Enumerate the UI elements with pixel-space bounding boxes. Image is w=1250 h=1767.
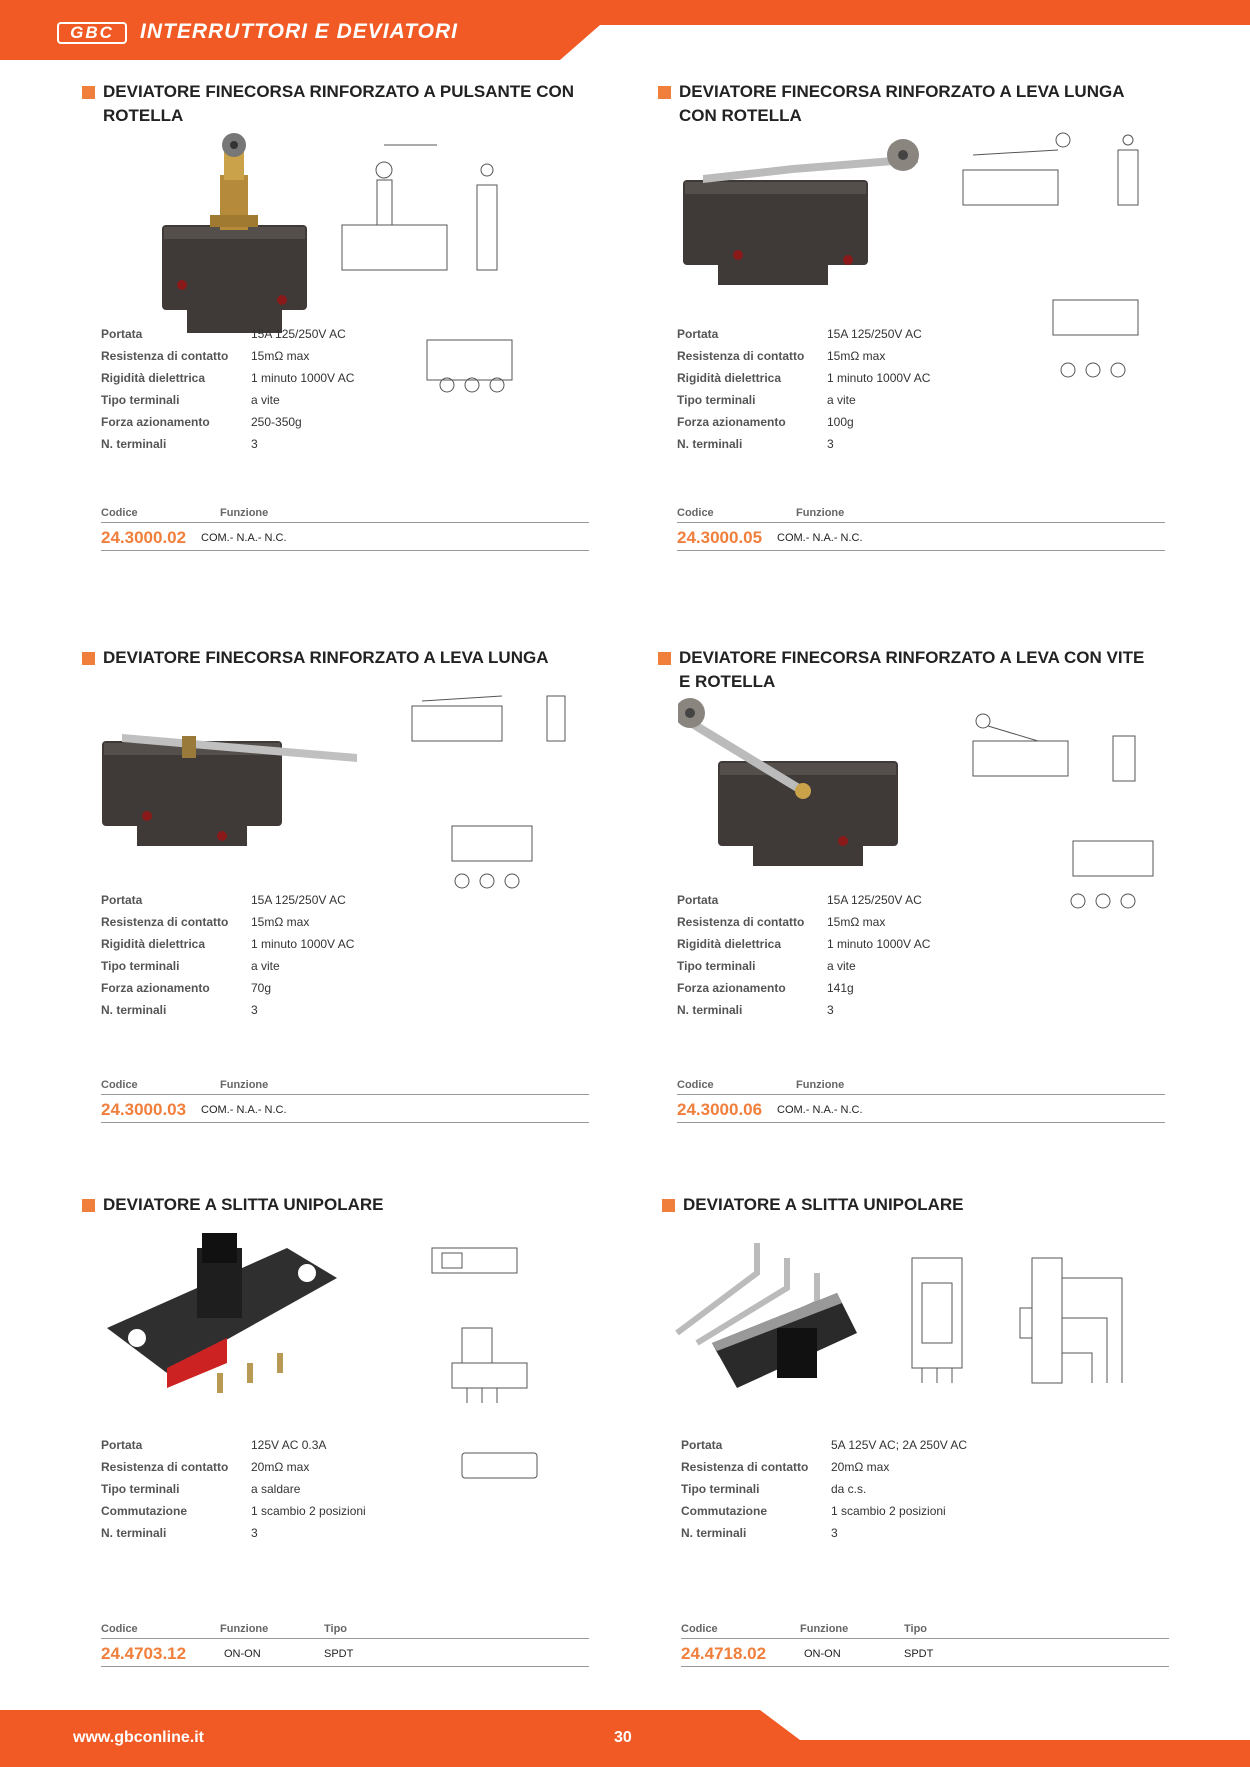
product-code: 24.4703.12 — [101, 1644, 187, 1663]
long-lever-switch-photo — [102, 716, 362, 866]
product-title: DEVIATORE FINECORSA RINFORZATO A PULSANTE CON ROTELLA — [82, 80, 582, 128]
code-table — [101, 1079, 589, 1123]
spec-row: Tipo terminali a vite — [101, 959, 280, 973]
product-title: DEVIATORE FINECORSA RINFORZATO A LEVA LUNGA CON ROTELLA — [658, 80, 1158, 128]
dimension-drawing — [902, 1243, 1192, 1413]
code-table — [101, 1623, 589, 1667]
dimension-drawing — [392, 676, 622, 946]
section-title: INTERRUTTORI E DEVIATORI — [140, 20, 459, 43]
spec-list — [681, 1434, 981, 1544]
spec-row: Tipo terminali da c.s. — [681, 1482, 867, 1496]
bullet-square — [82, 1199, 95, 1212]
spec-row: Forza azionamento 141g — [677, 981, 854, 995]
spec-row: Portata 125V AC 0.3A — [101, 1438, 327, 1452]
spec-row: Resistenza di contatto 20mΩ max — [681, 1460, 890, 1474]
footer — [0, 1710, 1250, 1767]
table-header: Codice Funzione — [101, 1079, 589, 1095]
table-row: 24.4718.02 ON-ON SPDT — [681, 1639, 1169, 1667]
spec-row: Tipo terminali a vite — [101, 393, 280, 407]
spec-row: Forza azionamento 100g — [677, 415, 854, 429]
code-table — [681, 1623, 1169, 1667]
spec-row: Portata 15A 125/250V AC — [677, 893, 922, 907]
spec-row: Portata 15A 125/250V AC — [101, 327, 346, 341]
product-card — [658, 646, 1188, 1126]
spec-row: Rigidità dielettrica 1 minuto 1000V AC — [677, 371, 931, 385]
page-number: 30 — [614, 1729, 632, 1746]
spec-row: N. terminali 3 — [677, 1003, 834, 1017]
dimension-drawing — [943, 110, 1183, 410]
table-header: Codice Funzione — [677, 1079, 1165, 1095]
spec-row: N. terminali 3 — [677, 437, 834, 451]
product-card — [82, 80, 612, 560]
top-banner — [0, 0, 1250, 60]
table-header: Codice Funzione — [101, 507, 589, 523]
table-row: 24.4703.12 ON-ON SPDT — [101, 1639, 589, 1667]
spec-row: Forza azionamento 250-350g — [101, 415, 302, 429]
pcb-slide-switch-photo — [667, 1233, 877, 1408]
bullet-square — [82, 86, 95, 99]
bullet-square — [658, 652, 671, 665]
table-row: 24.3000.03 COM.- N.A.- N.C. — [101, 1095, 589, 1123]
spec-row: Forza azionamento 70g — [101, 981, 272, 995]
spec-row: Tipo terminali a saldare — [101, 1482, 301, 1496]
spec-list — [677, 323, 977, 455]
brand-logo: GBC — [57, 22, 127, 44]
spec-row: Commutazione 1 scambio 2 posizioni — [681, 1504, 946, 1518]
spec-row: Commutazione 1 scambio 2 posizioni — [101, 1504, 366, 1518]
spec-row: Resistenza di contatto 20mΩ max — [101, 1460, 310, 1474]
spec-list — [677, 889, 977, 1021]
product-title: DEVIATORE A SLITTA UNIPOLARE — [82, 1193, 582, 1217]
product-title: DEVIATORE FINECORSA RINFORZATO A LEVA LUNGA — [82, 646, 582, 670]
spec-row: N. terminali 3 — [101, 1526, 258, 1540]
product-code: 24.3000.02 — [101, 528, 187, 547]
product-card — [82, 646, 612, 1126]
dimension-drawing — [948, 696, 1188, 966]
spec-row: N. terminali 3 — [101, 437, 258, 451]
spec-row: Rigidità dielettrica 1 minuto 1000V AC — [101, 937, 355, 951]
spec-row: Tipo terminali a vite — [677, 393, 856, 407]
bullet-square — [658, 86, 671, 99]
table-row: 24.3000.02 COM.- N.A.- N.C. — [101, 523, 589, 551]
spec-row: N. terminali 3 — [681, 1526, 838, 1540]
long-roller-lever-switch-photo — [683, 135, 923, 305]
product-code: 24.3000.03 — [101, 1100, 187, 1119]
spec-list — [101, 889, 401, 1021]
table-header: Codice Funzione — [677, 507, 1165, 523]
product-code: 24.3000.05 — [677, 528, 763, 547]
spec-row: Portata 5A 125V AC; 2A 250V AC — [681, 1438, 968, 1452]
spec-row: Resistenza di contatto 15mΩ max — [101, 349, 310, 363]
bullet-square — [82, 652, 95, 665]
spec-list — [101, 323, 401, 455]
table-header: Codice Funzione Tipo — [101, 1623, 589, 1639]
code-table — [101, 507, 589, 551]
code-table — [677, 1079, 1165, 1123]
product-title: DEVIATORE FINECORSA RINFORZATO A LEVA CON VITE E ROTELLA — [658, 646, 1158, 694]
table-header: Codice Funzione Tipo — [681, 1623, 1169, 1639]
spec-row: Resistenza di contatto 15mΩ max — [677, 349, 886, 363]
product-code: 24.3000.06 — [677, 1100, 763, 1119]
spec-row: Resistenza di contatto 15mΩ max — [677, 915, 886, 929]
product-title: DEVIATORE A SLITTA UNIPOLARE — [662, 1193, 1162, 1217]
spec-row: Tipo terminali a vite — [677, 959, 856, 973]
product-card — [662, 1193, 1192, 1673]
product-code: 24.4718.02 — [681, 1644, 767, 1663]
spec-list — [101, 1434, 401, 1544]
screw-roller-lever-switch-photo — [678, 691, 908, 881]
spec-row: Rigidità dielettrica 1 minuto 1000V AC — [101, 371, 355, 385]
product-card — [658, 80, 1188, 560]
table-row: 24.3000.06 COM.- N.A.- N.C. — [677, 1095, 1165, 1123]
table-row: 24.3000.05 COM.- N.A.- N.C. — [677, 523, 1165, 551]
bullet-square — [662, 1199, 675, 1212]
website-link[interactable]: www.gbconline.it — [73, 1729, 204, 1746]
spec-row: Rigidità dielettrica 1 minuto 1000V AC — [677, 937, 931, 951]
spec-row: N. terminali 3 — [101, 1003, 258, 1017]
spec-row: Resistenza di contatto 15mΩ max — [101, 915, 310, 929]
code-table — [677, 507, 1165, 551]
spec-row: Portata 15A 125/250V AC — [101, 893, 346, 907]
slide-switch-photo — [107, 1228, 337, 1408]
spec-row: Portata 15A 125/250V AC — [677, 327, 922, 341]
dimension-drawing — [422, 1233, 612, 1483]
product-card — [82, 1193, 612, 1673]
